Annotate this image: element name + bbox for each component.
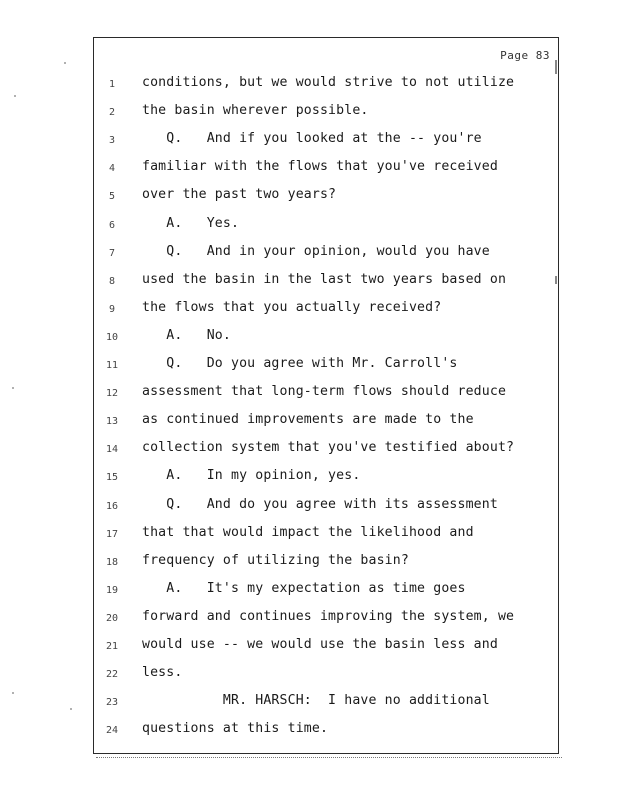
scan-speck — [64, 62, 66, 64]
transcript-line — [94, 75, 560, 95]
line-text: that that would impact the likelihood and — [142, 524, 474, 540]
line-number: 8 — [108, 275, 116, 287]
line-text: the flows that you actually received? — [142, 299, 442, 315]
line-number: 3 — [108, 135, 116, 147]
transcript-line — [94, 244, 560, 264]
line-number: 19 — [105, 584, 119, 596]
transcript-line — [94, 103, 560, 123]
line-text: A. No. — [142, 327, 231, 343]
line-number: 24 — [105, 725, 119, 737]
transcript-line — [94, 468, 560, 488]
line-text: Q. And if you looked at the -- you're — [142, 131, 482, 147]
line-number: 7 — [108, 247, 116, 259]
line-text: would use -- we would use the basin less and — [142, 637, 498, 652]
line-text: as continued improvements are made to the — [142, 412, 474, 428]
transcript-line — [94, 328, 560, 348]
line-number: 6 — [108, 219, 116, 231]
line-number: 16 — [105, 500, 119, 512]
transcript-line — [94, 272, 560, 292]
line-text: frequency of utilizing the basin? — [142, 552, 409, 568]
line-text: collection system that you've testified about? — [142, 440, 515, 456]
line-number: 18 — [105, 556, 119, 568]
line-number: 15 — [105, 472, 119, 484]
line-text: forward and continues improving the system, we — [142, 608, 515, 624]
line-text: over the past two years? — [142, 187, 337, 203]
margin-mark — [555, 60, 557, 74]
line-number: 1 — [108, 79, 116, 90]
line-text: familiar with the flows that you've received — [142, 159, 498, 175]
line-text: questions at this time. — [142, 721, 329, 737]
scan-speck — [14, 95, 16, 97]
line-number: 10 — [105, 331, 119, 343]
line-number: 9 — [108, 303, 116, 315]
transcript-line — [94, 553, 560, 573]
line-number: 23 — [105, 697, 119, 709]
transcript-line — [94, 412, 560, 432]
line-text: conditions, but we would strive to not utilize — [142, 75, 515, 90]
transcript-line — [94, 497, 560, 517]
line-text: assessment that long-term flows should reduce — [142, 384, 507, 400]
transcript-line — [94, 721, 560, 741]
line-text: the basin wherever possible. — [142, 103, 369, 119]
line-number: 20 — [105, 612, 119, 624]
line-text: used the basin in the last two years based on — [142, 271, 507, 287]
line-text: A. Yes. — [142, 215, 240, 231]
line-number: 11 — [105, 360, 119, 371]
transcript-line — [94, 356, 560, 376]
line-number: 22 — [105, 669, 119, 681]
line-number: 13 — [105, 416, 119, 428]
transcript-line — [94, 216, 560, 236]
line-text: A. It's my expectation as time goes — [142, 580, 466, 596]
line-number: 4 — [108, 163, 116, 175]
scan-speck — [70, 708, 72, 710]
scan-speck — [12, 692, 14, 694]
transcript-line — [94, 187, 560, 207]
transcript-line — [94, 637, 560, 657]
transcript-line — [94, 440, 560, 460]
line-number: 12 — [105, 388, 119, 400]
transcript-line — [94, 693, 560, 713]
transcript-line — [94, 581, 560, 601]
scan-speck — [12, 387, 14, 389]
transcript-line — [94, 131, 560, 151]
line-number: 17 — [105, 528, 119, 540]
line-number: 2 — [108, 107, 116, 119]
transcript-line — [94, 665, 560, 685]
transcript-line — [94, 525, 560, 545]
transcript-page — [93, 37, 559, 754]
line-text: Q. And in your opinion, would you have — [142, 243, 490, 259]
line-text: A. In my opinion, yes. — [142, 468, 361, 484]
line-text: Q. And do you agree with its assessment — [142, 496, 498, 512]
line-text: Q. Do you agree with Mr. Carroll's — [142, 356, 458, 371]
line-text: less. — [142, 665, 183, 681]
transcript-line — [94, 159, 560, 179]
margin-mark — [555, 276, 557, 284]
page-number: Page 83 — [500, 49, 550, 62]
transcript-line — [94, 300, 560, 320]
line-text: MR. HARSCH: I have no additional — [142, 693, 490, 709]
line-number: 21 — [105, 641, 119, 652]
line-number: 14 — [105, 444, 119, 456]
transcript-line — [94, 609, 560, 629]
transcript-line — [94, 384, 560, 404]
line-number: 5 — [108, 191, 116, 203]
